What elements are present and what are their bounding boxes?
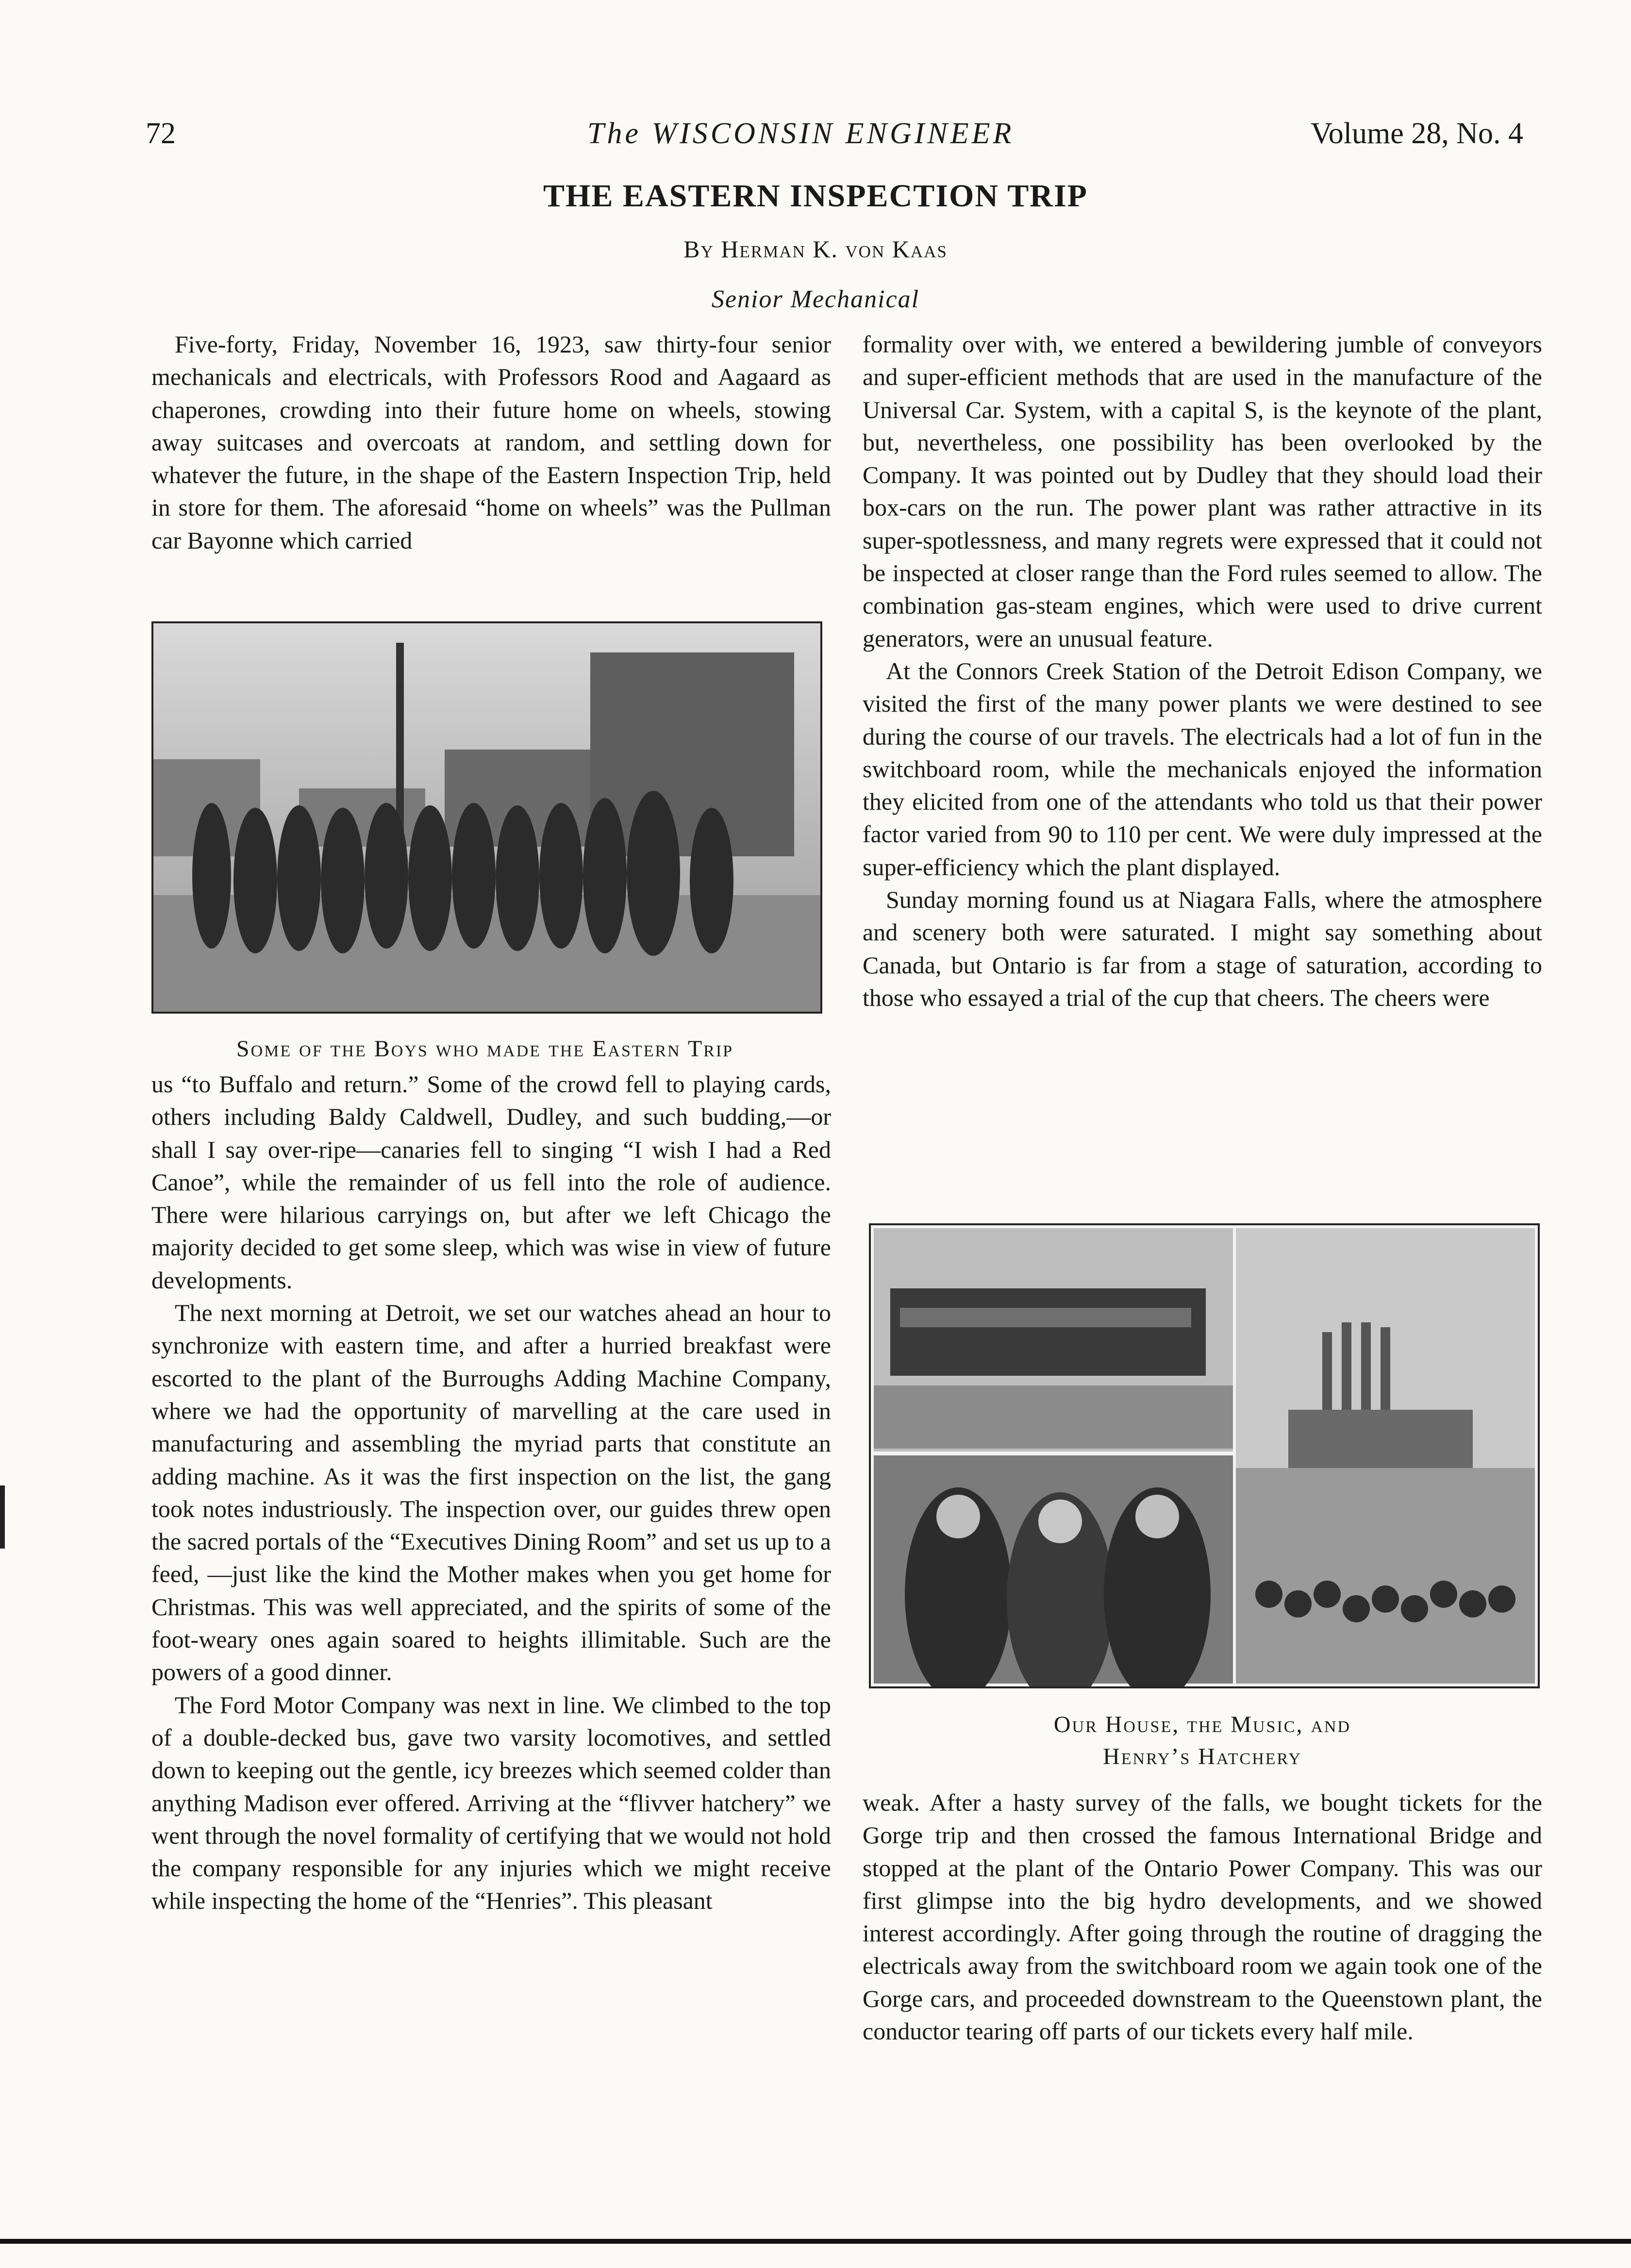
- paragraph: Sunday morning found us at Niagara Falls, where the atmosphere and scenery both were saturated. I might say something about Canada, but Ontario is far from a stage of saturation, according to those who essayed a trial of the cup that cheers. The cheers were: [863, 886, 1542, 1011]
- group-photo-caption: Some of the Boys who made the Eastern Trip: [236, 1036, 734, 1062]
- journal-title: The WISCONSIN ENGINEER: [587, 117, 1015, 150]
- scan-edge-line: [0, 2239, 1631, 2244]
- paragraph: formality over with, we entered a bewildering jumble of conveyors and super-efficient methods that are used in the manufacture of the Universal Car. System, with a capital S, is the keynote of the plant, but, nevertheless, one possibility has been overlooked by the Company. It was pointed out by Dudley that they should load their box-cars on the run. The power plant was rather attractive in its super-spotlessness, and many regrets were expressed that it could not be inspected at closer range than the Ford rules seemed to allow. The combination gas-steam engines, which were used to drive current generators, were an unusual feature.: [863, 331, 1542, 652]
- author-name: Herman K. von Kaas: [721, 235, 948, 263]
- paragraph: The next morning at Detroit, we set our watches ahead an hour to synchronize with eastern time, and after a hurried breakfast were escorted to the plant of the Burroughs Adding Machine Company, where we had the opportunity of marvelling at the care used in manufacturing and assembling the myriad parts that constitute an adding machine. As it was the first inspection on the list, the gang took notes industriously. The inspection over, our guides threw open the sacred portals of the “Executives Dining Room” and set us up to a feed, —just like the kind the Mother makes when you get home for Christmas. This was well appreciated, and the spirits of some of the foot-weary ones again soared to heights illimitable. Such are the powers of a good dinner.: [151, 1299, 831, 1686]
- page-number: 72: [146, 117, 176, 150]
- author-class: Senior Mechanical: [711, 285, 920, 313]
- paragraph: At the Connors Creek Station of the Detroit Edison Company, we visited the first of the many power plants we were destined to see during the course of our travels. The electricals had a lot of fun in the switchboard room, while the mechanicals enjoyed the information they elicited from one of the attendants who told us that their power factor varied from 90 to 110 per cent. We were duly impressed at the super-efficiency which the plant displayed.: [863, 657, 1542, 881]
- collage-caption-line-2: Henry’s Hatchery: [1103, 1744, 1302, 1769]
- byline-prefix: By: [683, 235, 714, 263]
- photo-collage-image: [871, 1225, 1538, 1686]
- collage-caption: [869, 1709, 1536, 1773]
- scan-edge-mark: [0, 1485, 5, 1549]
- left-column-bottom: [151, 1068, 831, 1918]
- article-title: THE EASTERN INSPECTION TRIP: [543, 178, 1088, 214]
- issue-volume: Volume 28, No. 4: [1311, 117, 1524, 150]
- right-column-top: [863, 328, 1542, 1014]
- paragraph: The Ford Motor Company was next in line. We climbed to the top of a double-decked bus, gave two varsity locomotives, and settled down to keeping out the gentle, icy breezes which seemed colder than anything Madison ever offered. Arriving at the “flivver hatchery” we went through the novel formality of certifying that we would not hold the company responsible for any injuries which we might receive while inspecting the home of the “Henries”. This pleasant: [151, 1691, 831, 1915]
- paragraph: us “to Buffalo and return.” Some of the crowd fell to playing cards, others including Baldy Caldwell, Dudley, and such budding,—or shall I say over-ripe—canaries fell to singing “I wish I had a Red Canoe”, while the remainder of us fell into the role of audience. There were hilarious carryings on, but after we left Chicago the majority decided to get some sleep, which was wise in view of future developments.: [151, 1070, 831, 1294]
- right-column-bottom: [863, 1786, 1542, 2048]
- paragraph: weak. After a hasty survey of the falls, we bought tickets for the Gorge trip and then crossed the famous International Bridge and stopped at the plant of the Ontario Power Company. This was our first glimpse into the big hydro developments, and we showed interest accordingly. After going through the routine of dragging the electricals away from the switchboard room we again took one of the Gorge cars, and proceeded downstream to the Queenstown plant, the conductor tearing off parts of our tickets every half mile.: [863, 1789, 1542, 2045]
- byline: [0, 235, 1631, 263]
- group-photo: [151, 621, 822, 1014]
- collage-caption-line-1: Our House, the Music, and: [1053, 1712, 1351, 1737]
- photo-collage: [869, 1223, 1540, 1688]
- paragraph: Five-forty, Friday, November 16, 1923, saw thirty-four senior mechanicals and electricals, with Professors Rood and Aagaard as chaperones, crowding into their future home on wheels, stowing away suitcases and overcoats at random, and settling down for whatever the future, in the shape of the Eastern Inspection Trip, held in store for them. The aforesaid “home on wheels” was the Pullman car Bayonne which carried: [151, 331, 831, 554]
- group-photo-image: [153, 623, 820, 1012]
- left-column-top: [151, 328, 831, 593]
